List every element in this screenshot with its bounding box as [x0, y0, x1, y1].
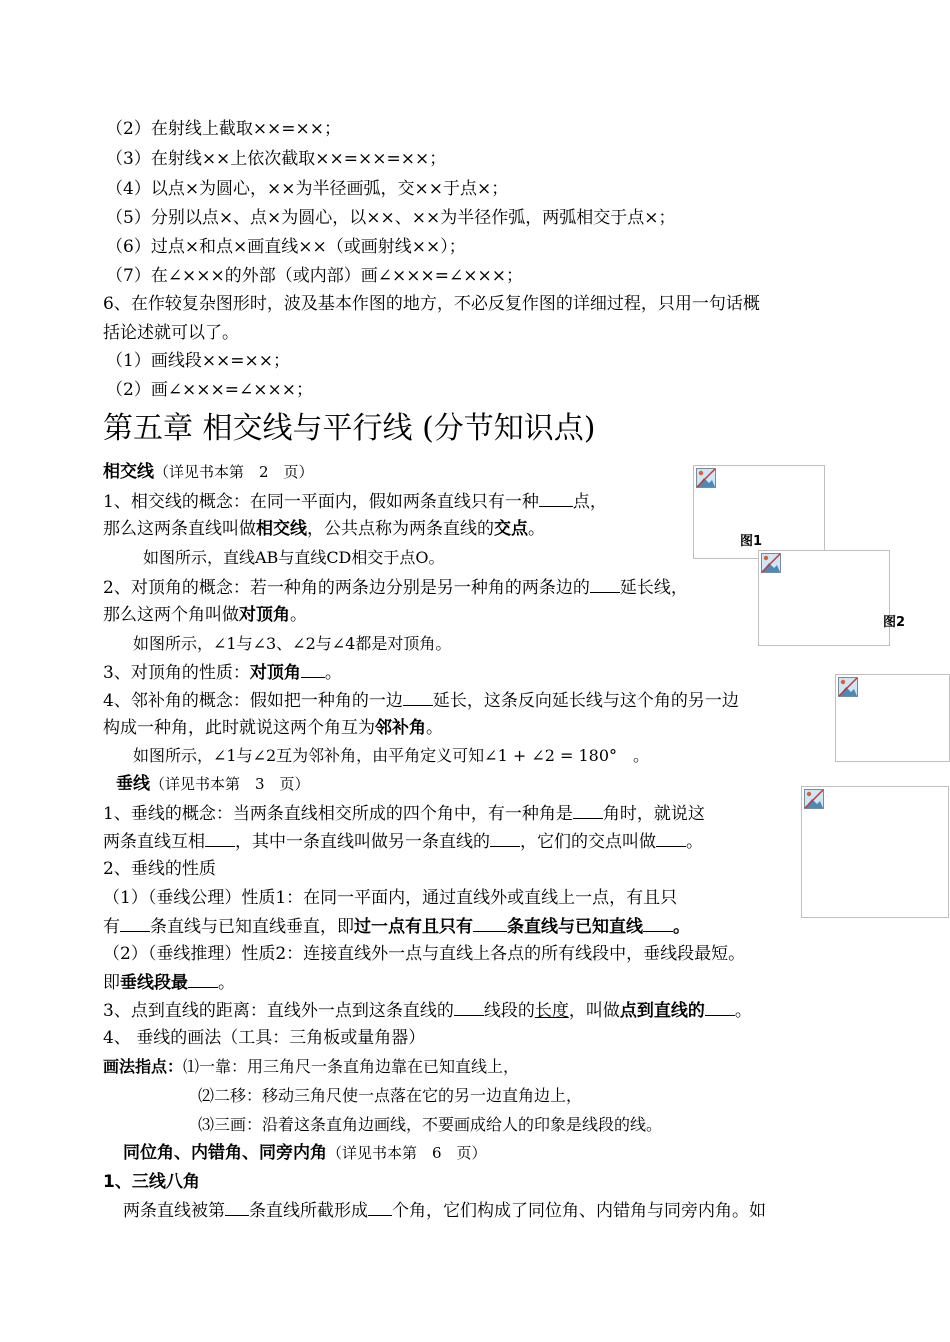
drawing-method: 4、 垂线的画法（工具：三角板或量角器） — [103, 1028, 426, 1048]
fill-blank — [643, 915, 673, 932]
step-7: （7）在∠×××的外部（或内部）画∠×××=∠×××； — [106, 266, 523, 286]
term: 条直线与已知直线 — [507, 917, 643, 937]
sub-step-2: （2）画∠×××=∠×××； — [106, 380, 314, 400]
figure-note-1: 如图所示，直线AB与直线CD相交于点O。 — [143, 548, 445, 567]
section-heading-angles — [123, 1142, 487, 1164]
fill-blank — [205, 830, 235, 847]
text: 3、对顶角的性质： — [103, 663, 250, 683]
text: ，它们的交点叫做 — [520, 832, 656, 852]
text: ⑴一靠：用三角尺一条直角边靠在已知直线上， — [183, 1057, 520, 1076]
text: 两条直线互相 — [103, 832, 205, 852]
section-title: 相交线 — [103, 462, 154, 482]
term: 画法指点： — [103, 1057, 184, 1076]
fill-blank — [454, 999, 484, 1016]
three-lines-eight-angles: 1、三线八角 — [103, 1172, 200, 1192]
broken-image-icon — [761, 553, 781, 573]
text: 。 — [324, 663, 342, 683]
term: 交点 — [494, 519, 528, 539]
three-lines-text — [123, 1199, 766, 1222]
concept-2-line1 — [103, 576, 688, 599]
text: 2、对顶角的概念：若一种角的两条边分别是另一种角的两条边的 — [103, 578, 590, 598]
fill-blank — [120, 915, 150, 932]
fill-blank — [225, 1199, 249, 1216]
drawing-tip-3: ⑶三画：沿着这条直角边画线，不要画成给人的印象是线段的线。 — [198, 1115, 663, 1134]
step-6: （6）过点×和点×画直线××（或画射线××）； — [106, 237, 466, 257]
perp-theorem-line1: （2）（垂线推理）性质2：连接直线外一点与直线上各点的所有线段中，垂线段最短。 — [103, 944, 746, 964]
fill-blank — [705, 999, 735, 1016]
section-ref: （详见书本第 2 页） — [154, 463, 314, 481]
term: 。 — [673, 917, 690, 937]
drawing-tip-1 — [103, 1056, 519, 1078]
term: 过一点有且只有 — [354, 917, 473, 937]
fill-blank — [403, 689, 433, 706]
figure-3-image — [835, 674, 950, 762]
fill-blank — [301, 661, 325, 678]
text: 那么这两条直线叫做 — [103, 519, 256, 539]
figure-note-2: 如图所示，∠1与∠3、∠2与∠4都是对顶角。 — [133, 634, 452, 653]
text: 。 — [426, 718, 443, 738]
text: ，叫做 — [568, 1001, 620, 1021]
text: 3、点到直线的距离：直线外一点到这条直线的 — [103, 1001, 454, 1021]
text: 条直线与已知直线垂直，即 — [150, 917, 354, 937]
broken-image-icon — [804, 789, 824, 809]
fill-blank — [188, 971, 218, 988]
fill-blank — [490, 830, 520, 847]
perp-properties-heading: 2、垂线的性质 — [103, 859, 216, 879]
perp-axiom-line2 — [103, 915, 690, 938]
concept-4-line1 — [103, 689, 739, 712]
text: 延长，这条反向延长线与这个角的另一边 — [432, 691, 739, 711]
text: ，其中一条直线叫做另一条直线的 — [235, 832, 490, 852]
distance-concept — [103, 999, 752, 1022]
text: 两条直线被第 — [123, 1201, 225, 1221]
section-title: 同位角、内错角、同旁内角 — [123, 1143, 327, 1163]
text: 点， — [572, 492, 607, 512]
perp-concept-line2 — [103, 830, 703, 853]
step-5: （5）分别以点×、点×为圆心，以××、××为半径作弧，两弧相交于点×； — [106, 208, 676, 228]
text: 延长线， — [619, 578, 688, 598]
term: 点到直线的 — [619, 1001, 705, 1021]
perp-concept-line1 — [103, 802, 705, 825]
text: 4、邻补角的概念：假如把一种角的一边 — [103, 691, 403, 711]
fill-blank — [656, 830, 686, 847]
concept-1-line1 — [103, 490, 607, 513]
section-heading-intersecting — [103, 461, 314, 483]
fill-blank — [473, 915, 507, 932]
text: 那么这两个角叫做 — [103, 605, 239, 625]
concept-4-line2 — [103, 717, 443, 739]
section-heading-perpendicular — [116, 773, 310, 795]
text: 构成一种角，此时就说这两个角互为 — [103, 718, 375, 738]
fill-blank — [573, 802, 603, 819]
text: 1、垂线的概念：当两条直线相交所成的四个角中，有一种角是 — [103, 804, 573, 824]
perp-axiom-line1: （1）（垂线公理）性质1：在同一平面内，通过直线外或直线上一点，有且只 — [103, 888, 678, 908]
figure-note-3: 如图所示，∠1与∠2互为邻补角，由平角定义可知∠1 + ∠2 = 180° 。 — [133, 746, 650, 765]
text: 个角，它们构成了同位角、内错角与同旁内角。如 — [392, 1201, 766, 1221]
step-4: （4）以点×为圆心，××为半径画弧，交××于点×； — [106, 179, 509, 199]
fill-blank — [368, 1199, 392, 1216]
sub-step-1: （1）画线段××=××； — [106, 351, 291, 371]
concept-2-line2 — [103, 604, 307, 626]
figure-1-label: 图1 — [740, 534, 763, 549]
chapter-title: 第五章 相交线与平行线 (分节知识点) — [103, 411, 596, 446]
figure-4-image — [801, 786, 949, 918]
broken-image-icon — [696, 468, 716, 488]
text: 。 — [290, 605, 307, 625]
text: ，公共点称为两条直线的 — [307, 519, 494, 539]
fill-blank — [590, 576, 620, 593]
section-ref: （详见书本第 3 页） — [150, 775, 310, 793]
term: 对顶角 — [249, 663, 301, 683]
text: 有 — [103, 917, 120, 937]
text: 线段的 — [483, 1001, 535, 1021]
perp-theorem-line2 — [103, 971, 235, 994]
text: 。 — [218, 973, 235, 993]
term: 相交线 — [256, 519, 307, 539]
point-6-line2: 括论述就可以了。 — [103, 323, 239, 343]
fill-blank — [539, 490, 573, 507]
figure-2-label: 图2 — [883, 615, 906, 630]
section-title: 垂线 — [116, 774, 150, 794]
drawing-tip-2: ⑵二移：移动三角尺使一点落在它的另一边直角边上， — [198, 1086, 583, 1105]
term: 垂线段最 — [120, 973, 188, 993]
text: 。 — [686, 832, 703, 852]
text: 即 — [103, 973, 120, 993]
point-6-line1: 6、在作较复杂图形时，波及基本作图的地方，不必反复作图的详细过程，只用一句话概 — [103, 294, 760, 314]
text: 。 — [734, 1001, 752, 1021]
concept-3 — [103, 661, 342, 684]
step-2: （2）在射线上截取××=××； — [106, 119, 342, 139]
section-ref: （详见书本第 6 页） — [327, 1144, 487, 1162]
term: 对顶角 — [239, 605, 290, 625]
text: 。 — [528, 519, 545, 539]
text: 条直线所截形成 — [249, 1201, 368, 1221]
text: 1、相交线的概念：在同一平面内，假如两条直线只有一种 — [103, 492, 539, 512]
figure-2-image — [758, 550, 890, 646]
broken-image-icon — [838, 677, 858, 697]
underlined-term: 长度 — [534, 1001, 569, 1021]
step-3: （3）在射线××上依次截取××=××=××； — [106, 149, 447, 169]
concept-1-line2 — [103, 518, 545, 540]
term: 邻补角 — [375, 718, 426, 738]
text: 角时，就说这 — [602, 804, 705, 824]
